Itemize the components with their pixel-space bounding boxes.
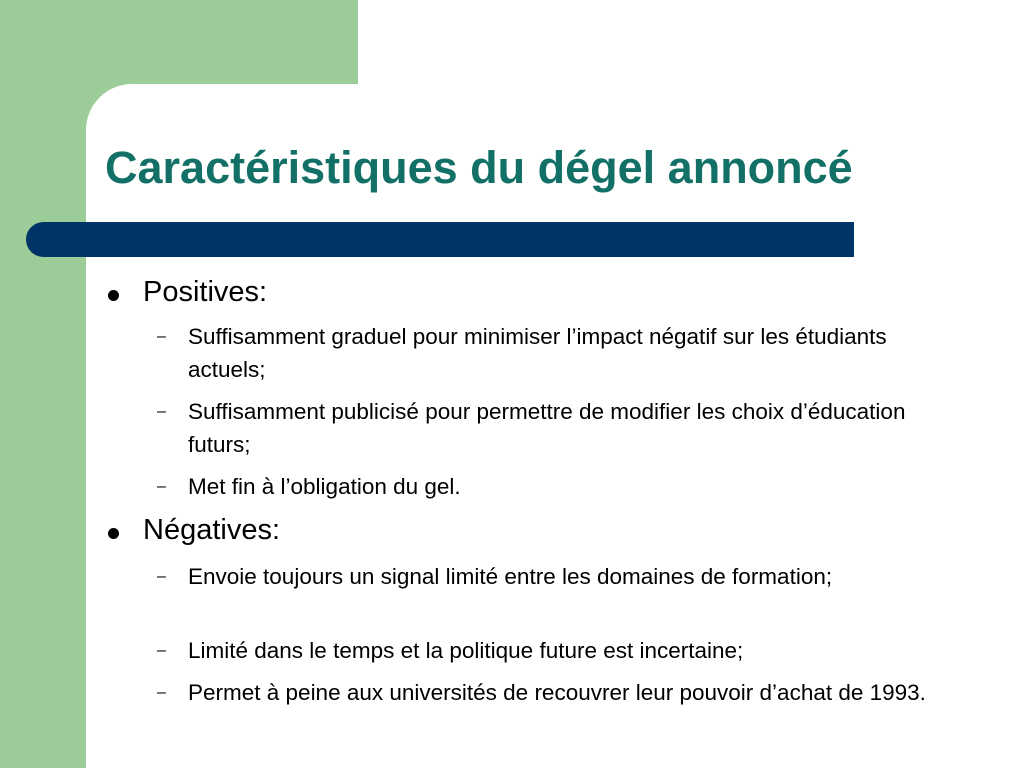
dash-icon: –	[157, 478, 166, 495]
list-item: Limité dans le temps et la politique future est incertaine;	[188, 638, 744, 663]
list-item: Suffisamment graduel pour minimiser l’impact négatif sur les étudiants actuels;	[188, 324, 887, 382]
list-item: Met fin à l’obligation du gel.	[188, 474, 461, 499]
list-item: Envoie toujours un signal limité entre les domaines de formation;	[188, 564, 833, 589]
bullet-icon	[108, 528, 119, 539]
dash-icon: –	[157, 328, 166, 345]
dash-icon: –	[157, 568, 166, 585]
list-item: Permet à peine aux universités de recouvrer leur pouvoir d’achat de 1993.	[188, 680, 926, 705]
section-heading-positives: Positives:	[143, 276, 268, 308]
dash-icon: –	[157, 642, 166, 659]
section-heading-negatives: Négatives:	[143, 514, 281, 546]
slide-title: Caractéristiques du dégel annoncé	[105, 142, 853, 193]
dash-icon: –	[157, 684, 166, 701]
list-item: Suffisamment publicisé pour permettre de modifier les choix d’éducation futurs;	[188, 399, 906, 457]
bullet-icon	[108, 290, 119, 301]
dash-icon: –	[157, 403, 166, 420]
